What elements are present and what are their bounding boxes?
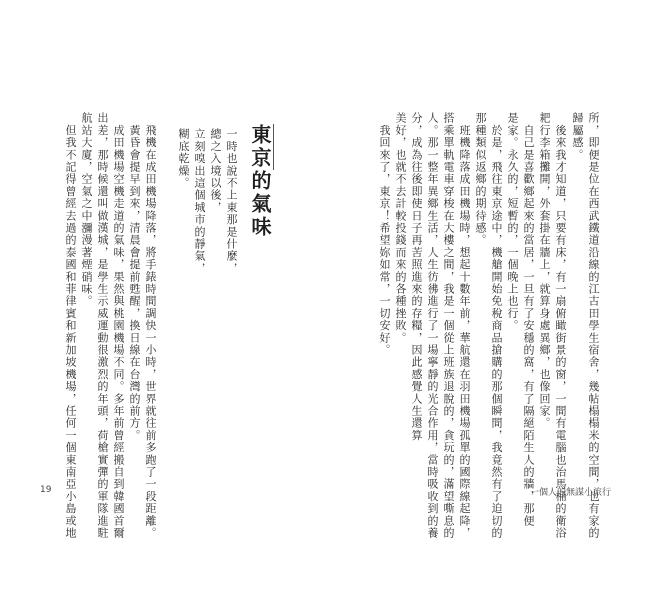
left-column-1: 飛機在成田機場降落，將手錶時間調快一小時，世界就往前多跑了一段距離。: [144, 112, 157, 539]
right-column-7: 於是，飛往東京途中，機艙開始免稅商品搶購的那個瞬間，我竟然有了迫切的: [490, 112, 503, 539]
right-column-2: 歸屬感。: [571, 112, 584, 161]
left-column-6: 但我不記得曾經去過的泰國和菲律賓和新加坡機場，任何一個東南亞小島或地: [64, 112, 77, 539]
left-column-5: 航站大廈，空氣之中瀰漫著煙硝味。: [80, 112, 93, 308]
left-column-3: 成田機場空機走道的氣味，果然與桃園機場不同。多年前曾經搬自到韓國首爾: [112, 112, 125, 539]
right-column-10: 搭乘單軌電車穿梭在大樓之間，我是一個從上班族退脫的，貪玩的，滿望嘶息的: [442, 112, 455, 539]
page-number: 19: [40, 485, 52, 495]
right-column-14: 我回來了，東京！希望妳如常，一切安好。: [378, 112, 391, 356]
right-column-13: 美好，也就不去計較投錢而來的各種挫敗。: [394, 112, 407, 344]
intro-line-4: 糊底乾燥。: [177, 128, 190, 189]
left-column-2: 黃昏會提早到來，清晨會提前甦醒，換日線在台灣的前方。: [128, 112, 141, 442]
right-column-3: 後來我才知道，只要有床，有一扇俯瞰街景的窗，一間有電腦也治馬桶的衛浴: [554, 112, 567, 539]
right-column-11: 人。那一整年異鄉生活，人生彷彿進行了一場寧靜的光合作用，當時吸收到的養: [426, 112, 439, 539]
right-column-9: 班機降落成田機場時，想起十數年前，華航還在羽田機場孤單的國際線起降，: [458, 112, 471, 539]
right-column-1: 所，即便是位在西武鐵道沿線的江古田學生宿舍，幾帖榻榻米的空間，也有家的: [587, 112, 600, 539]
intro-line-3: 立刻嗅出這個城市的靜氣，: [193, 128, 206, 275]
intro-line-2: 總之入境以後，: [209, 128, 222, 214]
left-column-4: 出差，那時候還叫做漢城，是學生示威運動很激烈的年頭，荷槍實彈的軍隊進駐: [96, 112, 109, 539]
heading-rule: [273, 124, 274, 170]
right-column-4: 耙行李箱攤開，外套掛在牆上，就算身處異鄉，也像回家。: [538, 112, 551, 430]
right-column-5: 自己是喜歡鄉起來的當居，一旦有了安穩的窩，有了隔絕陌生人的牆，那便: [522, 112, 535, 527]
right-column-12: 分，成為往後即使日子再苦照進來的存糧，因此感覺人生還算: [410, 112, 423, 442]
running-head: 一個人的無謀小旅行: [530, 488, 612, 498]
intro-line-1: 一時也說不上東那是什麼，: [225, 128, 238, 275]
chapter-title: 東京的氣味: [248, 124, 272, 239]
right-column-6: 是家。永久的，短暫的，一個晚上也行。: [506, 112, 519, 332]
right-column-8: 那種類似返鄉的期待感。: [474, 112, 487, 247]
